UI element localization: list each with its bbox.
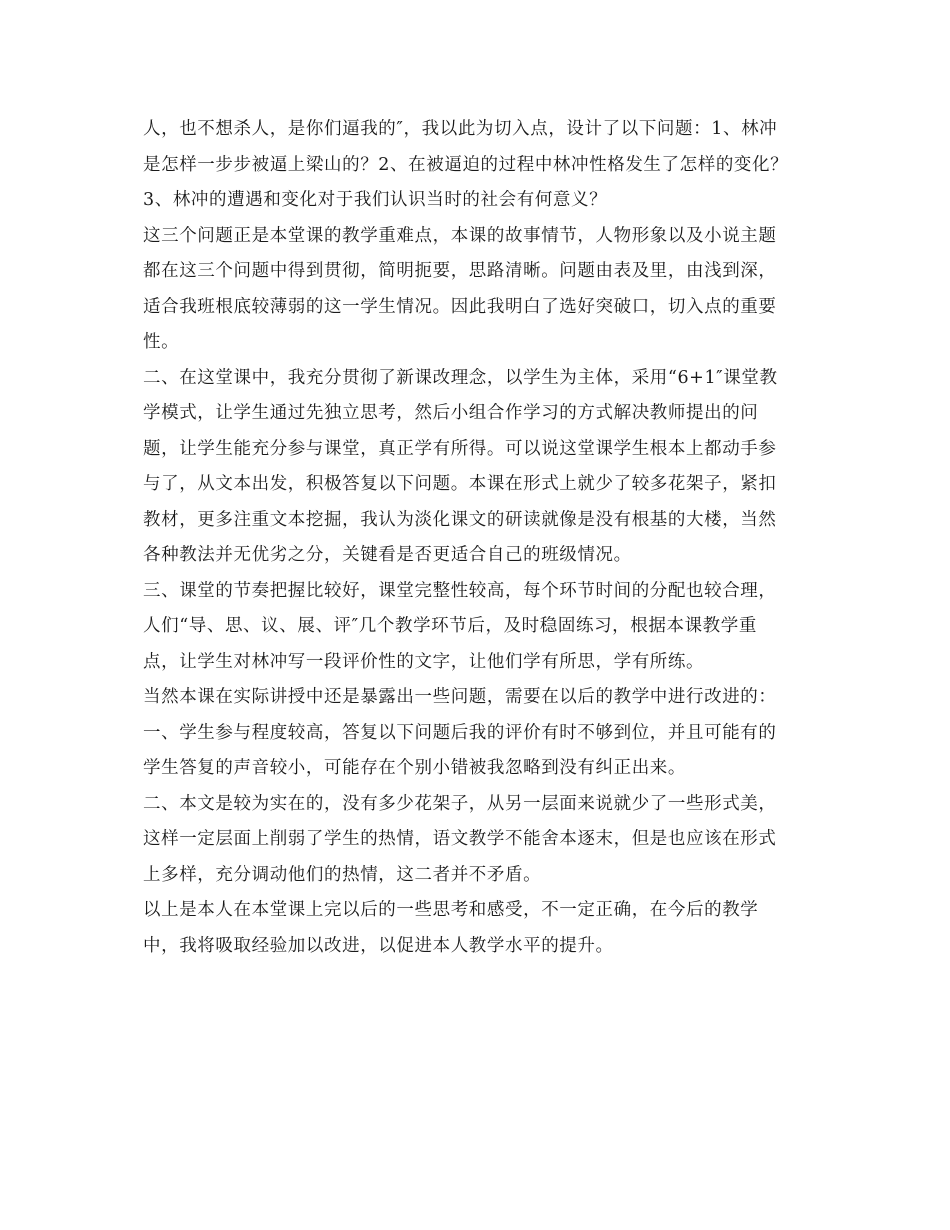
text-line: 二、本文是较为实在的，没有多少花架子，从另一层面来说就少了一些形式美， (143, 793, 777, 814)
text-line: 各种教法并无优劣之分，关键看是否更适合自己的班级情况。 (143, 545, 632, 565)
text-line: 学模式，让学生通过先独立思考，然后小组合作学习的方式解决教师提出的问 (143, 403, 759, 423)
text-line: 性。 (143, 332, 180, 352)
text-line: 与了，从文本出发，积极答复以下问题。本课在形式上就少了较多花架子，紧扣 (143, 474, 777, 494)
text-line: 学生答复的声音较小，可能存在个别小错被我忽略到没有纠正出来。 (143, 758, 686, 778)
text-line: 当然本课在实际讲授中还是暴露出一些问题，需要在以后的教学中进行改进的： (143, 687, 777, 707)
text-line: 人们“导、思、议、展、评″几个教学环节后，及时稳固练习，根据本课教学重 (143, 616, 757, 636)
text-line: 点，让学生对林冲写一段评价性的文字，让他们学有所思，学有所练。 (143, 651, 705, 672)
text-line: 3、林冲的遭遇和变化对于我们认识当时的社会有何意义？ (143, 190, 608, 210)
text-line: 题，让学生能充分参与课堂，真正学有所得。可以说这堂课学生根本上都动手参 (143, 438, 777, 459)
text-line: 中，我将吸取经验加以改进，以促进本人教学水平的提升。 (143, 935, 614, 956)
text-line: 都在这三个问题中得到贯彻，简明扼要，思路清晰。问题由表及里，由浅到深， (143, 261, 777, 281)
text-line: 这三个问题正是本堂课的教学重难点，本课的故事情节，人物形象以及小说主题 (143, 225, 777, 246)
text-line: 上多样，充分调动他们的热情，这二者并不矛盾。 (143, 864, 542, 885)
text-line: 三、课堂的节奏把握比较好，课堂完整性较高，每个环节时间的分配也较合理， (143, 580, 777, 601)
text-line: 教材，更多注重文本挖掘，我认为淡化课文的研读就像是没有根基的大楼，当然 (143, 509, 777, 530)
text-line: 以上是本人在本堂课上完以后的一些思考和感受，不一定正确，在今后的教学 (143, 900, 759, 920)
text-line: 适合我班根底较薄弱的这一学生情况。因此我明白了选好突破口，切入点的重要 (143, 296, 777, 317)
text-line: 是怎样一步步被逼上梁山的？2、在被逼迫的过程中林冲性格发生了怎样的变化？ (143, 154, 789, 175)
text-line: 人，也不想杀人，是你们逼我的″，我以此为切入点，设计了以下问题：1、林冲 (143, 119, 778, 139)
text-line: 这样一定层面上削弱了学生的热情，语文教学不能舍本逐末，但是也应该在形式 (143, 829, 777, 849)
document-body (143, 112, 813, 964)
text-line: 二、在这堂课中，我充分贯彻了新课改理念，以学生为主体，采用“6+1″课堂教 (143, 367, 778, 388)
text-line: 一、学生参与程度较高，答复以下问题后我的评价有时不够到位，并且可能有的 (143, 722, 777, 743)
